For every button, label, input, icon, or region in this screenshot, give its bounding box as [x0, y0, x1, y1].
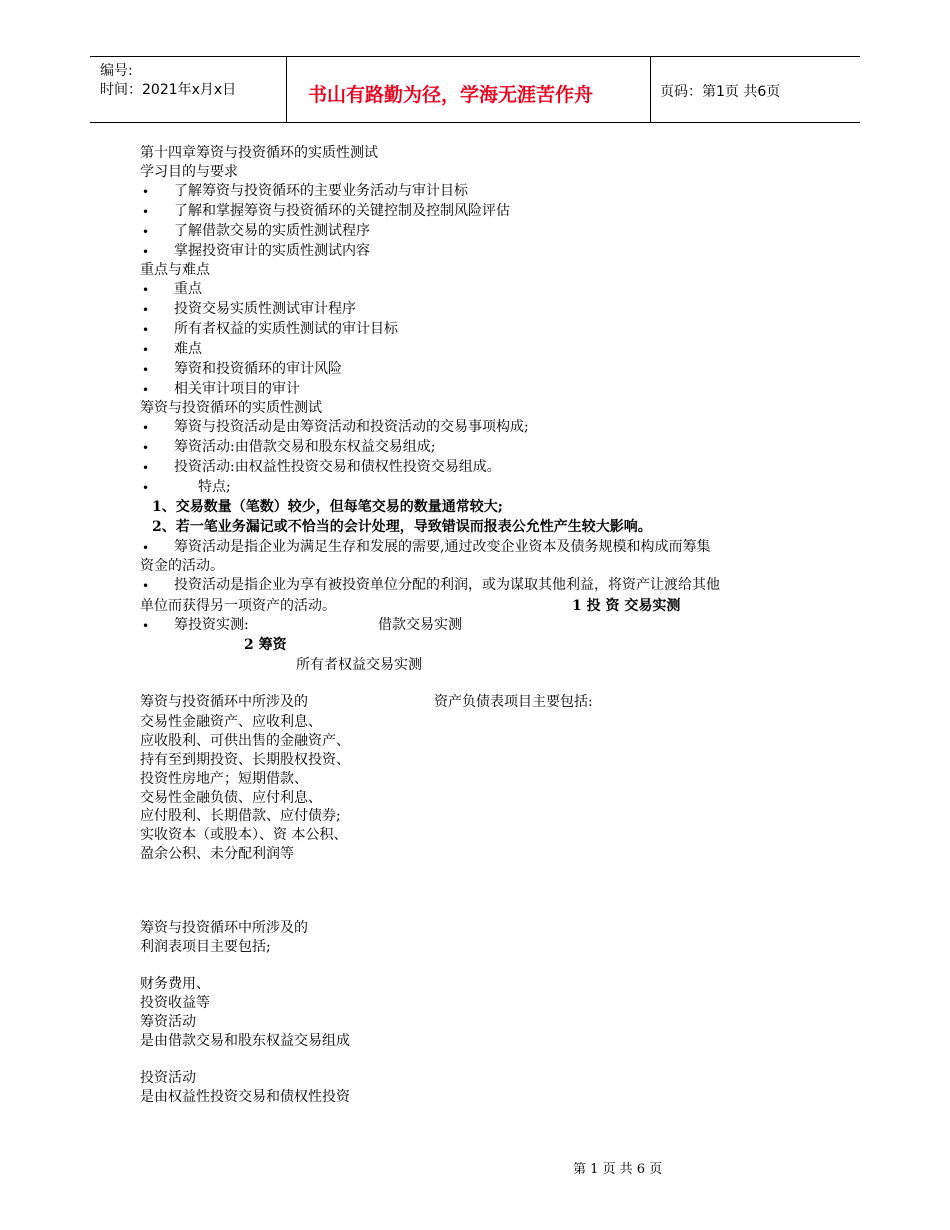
bullet-icon: • — [142, 245, 150, 259]
list-item: 特点; — [198, 479, 231, 495]
feature-item: 1、交易数量（笔数）较少，但每笔交易的数量通常较大; — [152, 499, 503, 515]
bullet-icon: • — [142, 205, 150, 219]
header-number-label: 编号: — [100, 63, 133, 79]
bullet-icon: • — [142, 343, 150, 357]
header-page-label: 页码：第1页 共6页 — [660, 84, 781, 100]
balance-item: 投资性房地产；短期借款、 — [140, 771, 308, 787]
bullet-icon: • — [142, 383, 150, 397]
objectives-heading: 学习目的与要求 — [140, 164, 238, 180]
summary-investing-title: 投资活动 — [140, 1070, 196, 1086]
list-item: 了解借款交易的实质性测试程序 — [174, 223, 370, 239]
list-item: 投资交易实质性测试审计程序 — [174, 301, 356, 317]
balance-heading-right: 资产负债表项目主要包括: — [434, 694, 593, 710]
balance-heading-left: 筹资与投资循环中所涉及的 — [140, 694, 308, 710]
header-top-rule — [90, 56, 860, 57]
income-heading-1: 筹资与投资循环中所涉及的 — [140, 920, 308, 936]
bullet-icon: • — [142, 579, 150, 593]
bullet-icon: • — [142, 303, 150, 317]
summary-financing-title: 筹资活动 — [140, 1014, 196, 1030]
test-diagram-label: 筹投资实测: — [174, 617, 249, 633]
bullet-icon: • — [142, 461, 150, 475]
header-divider-left — [286, 56, 287, 122]
list-item: 了解筹资与投资循环的主要业务活动与审计目标 — [174, 183, 468, 199]
list-item: 筹资和投资循环的审计风险 — [174, 361, 342, 377]
test-diagram-equity: 所有者权益交易实测 — [296, 657, 422, 673]
balance-item: 实收资本（或股本）、资 本公积、 — [140, 827, 348, 843]
header-motto: 书山有路勤为径，学海无涯苦作舟 — [308, 84, 594, 106]
cycle-heading: 筹资与投资循环的实质性测试 — [140, 400, 322, 416]
investing-definition-line1: 投资活动是指企业为享有被投资单位分配的利润，或为谋取其他利益，将资产让渡给其他 — [174, 577, 720, 593]
bullet-icon: • — [142, 283, 150, 297]
investing-test-label: 1 投 资 交易实测 — [572, 598, 681, 614]
list-item: 掌握投资审计的实质性测试内容 — [174, 243, 370, 259]
balance-item: 持有至到期投资、长期股权投资、 — [140, 752, 350, 768]
bullet-icon: • — [142, 441, 150, 455]
list-item: 筹资与投资活动是由筹资活动和投资活动的交易事项构成; — [174, 419, 529, 435]
balance-item: 盈余公积、未分配利润等 — [140, 846, 294, 862]
bullet-icon: • — [142, 185, 150, 199]
bullet-icon: • — [142, 323, 150, 337]
test-diagram-borrowing: 借款交易实测 — [378, 617, 462, 633]
list-item: 重点 — [174, 281, 202, 297]
balance-item: 应收股利、可供出售的金融资产、 — [140, 733, 350, 749]
income-item: 财务费用、 — [140, 976, 210, 992]
list-item: 筹资活动:由借款交易和股东权益交易组成; — [174, 439, 436, 455]
test-diagram-financing: 2 筹资 — [244, 637, 287, 653]
header-time-label: 时间：2021年x月x日 — [100, 82, 237, 98]
bullet-icon: • — [142, 541, 150, 555]
header-divider-right — [650, 56, 651, 122]
list-item: 所有者权益的实质性测试的审计目标 — [174, 321, 398, 337]
chapter-title: 第十四章筹资与投资循环的实质性测试 — [140, 145, 378, 161]
balance-item: 应付股利、长期借款、应付债券; — [140, 808, 341, 824]
summary-investing-text: 是由权益性投资交易和债权性投资 — [140, 1089, 350, 1105]
bullet-icon: • — [142, 363, 150, 377]
income-heading-2: 利润表项目主要包括; — [140, 939, 271, 955]
key-points-heading: 重点与难点 — [140, 262, 210, 278]
financing-definition-line2: 资金的活动。 — [140, 558, 224, 574]
list-item: 了解和掌握筹资与投资循环的关键控制及控制风险评估 — [174, 203, 510, 219]
list-item: 投资活动:由权益性投资交易和债权性投资交易组成。 — [174, 459, 501, 475]
income-item: 投资收益等 — [140, 995, 210, 1011]
investing-definition-line2: 单位而获得另一项资产的活动。 — [140, 598, 336, 614]
bullet-icon: • — [142, 481, 150, 495]
summary-financing-text: 是由借款交易和股东权益交易组成 — [140, 1033, 350, 1049]
bullet-icon: • — [142, 225, 150, 239]
balance-item: 交易性金融负债、应付利息、 — [140, 790, 322, 806]
bullet-icon: • — [142, 421, 150, 435]
page-footer: 第 1 页 共 6 页 — [573, 1162, 663, 1177]
bullet-icon: • — [142, 619, 150, 633]
list-item: 难点 — [174, 341, 202, 357]
feature-item: 2、若一笔业务漏记或不恰当的会计处理，导致错误而报表公允性产生较大影响。 — [152, 519, 652, 535]
balance-item: 交易性金融资产、应收利息、 — [140, 714, 322, 730]
financing-definition-line1: 筹资活动是指企业为满足生存和发展的需要,通过改变企业资本及债务规模和构成而筹集 — [174, 539, 711, 555]
list-item: 相关审计项目的审计 — [174, 381, 300, 397]
header-bottom-rule — [90, 122, 860, 123]
